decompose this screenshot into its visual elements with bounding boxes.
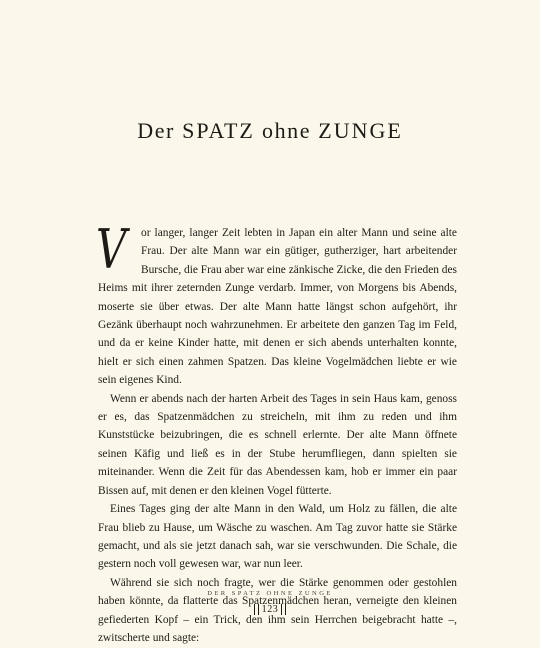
chapter-title <box>0 118 540 144</box>
paragraph-1 <box>96 218 457 390</box>
chapter-title-middle: ohne <box>254 118 319 143</box>
chapter-title-prefix: Der <box>137 118 183 143</box>
drop-cap: V <box>96 218 127 281</box>
page-number: 123 <box>261 604 279 616</box>
paragraph-1-text: or langer, langer Zeit lebten in Japan ein alter Mann und seine alte Frau. Der alte Mann war ein gütiger, gutherziger, hart arbeitender Bursche, die Frau aber war eine zänkische Zicke, die den Frieden des Heims mit ihrer zeternden Zunge verdarb. Immer, von Morgens bis Abends, moserte sie über etwas. Der alte Mann hatte längst schon aufgehört, ihr Gezänk überhaupt noch wahrzunehmen. Er arbeitete den ganzen Tag im Feld, und da er keine Kinder hatte, mit denen er sich abends unterhalten konnte, hielt er sich einen zahmen Spatzen. Das kleine Vogelmädchen liebte er wie sein eigenes Kind. <box>98 227 457 387</box>
folio-bars-right-icon <box>281 604 286 615</box>
page-number-block <box>0 604 540 615</box>
paragraph-2: Wenn er abends nach der harten Arbeit des Tages in sein Haus kam, genoss er es, das Spatzenmädchen zu streicheln, mit ihm zu reden und ihm Kunststücke beizubringen, die es schnell erlernte. Der alte Mann öffnete seinen Käfig und ließ es in der Stube herumfliegen, dann spielten sie miteinander. Wenn die Zeit für das Abendessen kam, hob er immer ein paar Bissen auf, mit denen er den kleinen Vogel fütterte. <box>98 392 457 497</box>
chapter-title-word-spatz: SPATZ <box>182 118 255 143</box>
paragraph-4: Während sie sich noch fragte, wer die Stärke genommen oder gestohlen haben könnte, da flatterte das Spatzenmädchen heran, verneigte den kleinen gefiederten Kopf – ein Trick, den ihm sein Herrchen beigebracht hatte –, zwitscherte und sagte: <box>98 576 457 644</box>
chapter-title-word-zunge: ZUNGE <box>318 118 403 143</box>
paragraph-3: Eines Tages ging der alte Mann in den Wald, um Holz zu fällen, die alte Frau blieb zu Hause, um Wäsche zu waschen. Am Tag zuvor hatte sie Stärke gemacht, und als sie jetzt danach sah, war sie verschwunden. Die Schale, die gestern noch voll gewesen war, war nun leer. <box>98 503 457 571</box>
running-footer: DER SPATZ OHNE ZUNGE <box>207 590 333 597</box>
folio-bars-left-icon <box>254 604 259 615</box>
story-text <box>96 218 457 647</box>
